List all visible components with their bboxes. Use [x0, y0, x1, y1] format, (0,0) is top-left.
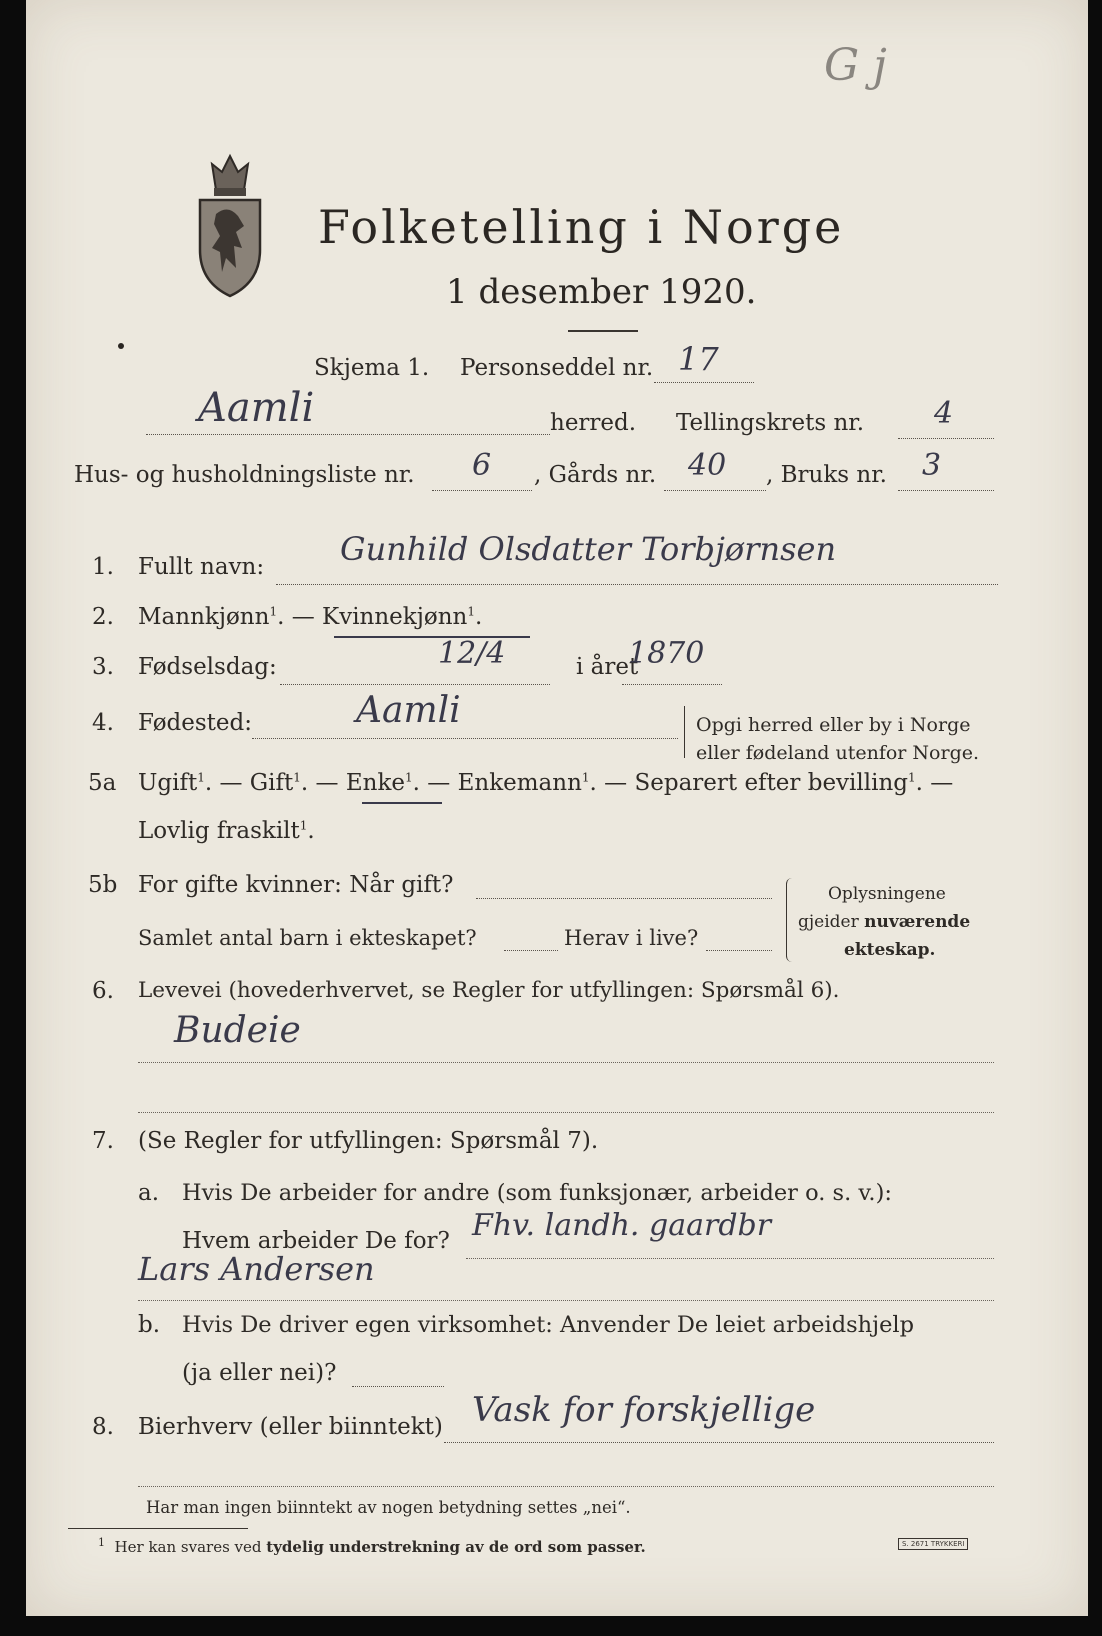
q6-number: 6. [92, 978, 114, 1004]
q5a-line2: Lovlig fraskilt$^1$. [138, 818, 315, 844]
q7b-dots [352, 1386, 444, 1387]
q5b-note-line1: Oplysningene [828, 884, 946, 904]
q4-number: 4. [92, 710, 114, 736]
q1-number: 1. [92, 554, 114, 580]
q7a-rule1 [466, 1258, 994, 1259]
footnote: $^1$ Her kan svares ved tydelig understrekning av de ord som passer. [98, 1536, 646, 1556]
census-form-page [26, 0, 1088, 1616]
male-option: Mannkjønn [138, 604, 270, 630]
q4-brace [684, 706, 689, 758]
q7a-rule2 [138, 1300, 994, 1301]
side-income-value: Vask for forskjellige [472, 1390, 816, 1430]
gards-dots [664, 490, 766, 491]
q7a-letter: a. [138, 1180, 160, 1206]
tellingskrets-label: Tellingskrets nr. [676, 410, 865, 436]
birthplace-value: Aamli [356, 690, 461, 731]
q4-label: Fødested: [138, 710, 253, 736]
q5b-note-line2: gjeider nuværende [798, 912, 971, 932]
q5b-dots2 [504, 950, 558, 951]
q5b-number: 5b [88, 872, 118, 898]
q4-note-line1: Opgi herred eller by i Norge [696, 714, 971, 736]
form-date: 1 desember 1920. [446, 272, 757, 312]
employer-value1: Fhv. landh. gaardbr [472, 1208, 772, 1243]
q6-label: Levevei (hovederhvervet, se Regler for utfyllingen: Spørsmål 6). [138, 978, 840, 1003]
ink-dot [118, 343, 124, 349]
enke-option: Enke [345, 770, 406, 796]
q5b-brace [786, 878, 795, 962]
tellingskrets-value: 4 [934, 396, 954, 431]
q3-label: Fødselsdag: [138, 654, 277, 680]
q3-dots [280, 684, 550, 685]
husholdningsliste-value: 6 [472, 448, 492, 483]
q5b-label1: For gifte kvinner: Når gift? [138, 872, 454, 898]
footnote-rule [68, 1528, 248, 1529]
year-dots [622, 684, 722, 685]
bruks-dots [898, 490, 994, 491]
herred-value: Aamli [198, 385, 315, 431]
q4-note-line2: eller fødeland utenfor Norge. [696, 742, 980, 764]
birthday-value: 12/4 [438, 636, 506, 671]
full-name-value: Gunhild Olsdatter Torbjørnsen [340, 530, 837, 568]
year-label: i året [576, 654, 639, 680]
corner-pencil-note: G j [824, 40, 887, 91]
q8-number: 8. [92, 1414, 114, 1440]
q5b-note-line3: ekteskap. [844, 940, 936, 960]
husholdningsliste-label: Hus- og husholdningsliste nr. [74, 462, 415, 488]
enke-underline [362, 802, 442, 804]
q3-number: 3. [92, 654, 114, 680]
q5b-label2: Samlet antal barn i ekteskapet? [138, 926, 477, 950]
q5b-label3: Herav i live? [564, 926, 699, 950]
coat-of-arms-icon [194, 150, 266, 300]
q5b-dots1 [476, 898, 772, 899]
q6-rule1 [138, 1062, 994, 1063]
tellingskrets-dots [898, 438, 994, 439]
occupation-value: Budeie [174, 1010, 301, 1051]
skjema-label: Skjema 1. [314, 355, 430, 381]
employer-value2: Lars Andersen [138, 1250, 375, 1288]
female-option: Kvinnekjønn [322, 604, 468, 630]
personseddel-dots [654, 382, 754, 383]
q4-dots [252, 738, 678, 739]
herred-dots [146, 434, 550, 435]
q8-dots [444, 1442, 994, 1443]
gards-value: 40 [688, 448, 727, 483]
printer-stamp: S. 2671 TRYKKERI [898, 1538, 968, 1550]
q2-number: 2. [92, 604, 114, 630]
q7a-line1: Hvis De arbeider for andre (som funksjonær, arbeider o. s. v.): [182, 1180, 892, 1206]
q1-label: Fullt navn: [138, 554, 265, 580]
gards-label: , Gårds nr. [534, 462, 657, 488]
q7b-line1: Hvis De driver egen virksomhet: Anvender De leiet arbeidshjelp [182, 1312, 915, 1338]
personseddel-value: 17 [678, 340, 719, 378]
q8-label: Bierhverv (eller biinntekt) [138, 1414, 443, 1440]
q2-line: Mannkjønn$^1$. — Kvinnekjønn$^1$. [138, 604, 483, 630]
herred-label: herred. [550, 410, 637, 436]
bruks-label: , Bruks nr. [766, 462, 887, 488]
title-divider [568, 330, 638, 332]
year-value: 1870 [628, 636, 705, 671]
q5a-line1: Ugift$^1$. — Gift$^1$. — Enke$^1$. — Enkemann$^1$. — Separert efter bevilling$^1$. — [138, 770, 954, 796]
q7-label: (Se Regler for utfyllingen: Spørsmål 7). [138, 1128, 599, 1154]
q5b-dots3 [706, 950, 772, 951]
q8-rule [138, 1486, 994, 1487]
q1-dots [276, 584, 998, 585]
husholdningsliste-dots [432, 490, 532, 491]
q5a-number: 5a [88, 770, 117, 796]
q6-rule2 [138, 1112, 994, 1113]
form-title: Folketelling i Norge [318, 200, 845, 254]
bruks-value: 3 [922, 448, 942, 483]
q7b-line2: (ja eller nei)? [182, 1360, 337, 1386]
q7a-line2: Hvem arbeider De for? [182, 1228, 450, 1254]
q7b-letter: b. [138, 1312, 161, 1338]
q7-number: 7. [92, 1128, 114, 1154]
personseddel-label: Personseddel nr. [460, 355, 654, 381]
no-income-note: Har man ingen biinntekt av nogen betydning settes „nei“. [146, 1498, 631, 1517]
